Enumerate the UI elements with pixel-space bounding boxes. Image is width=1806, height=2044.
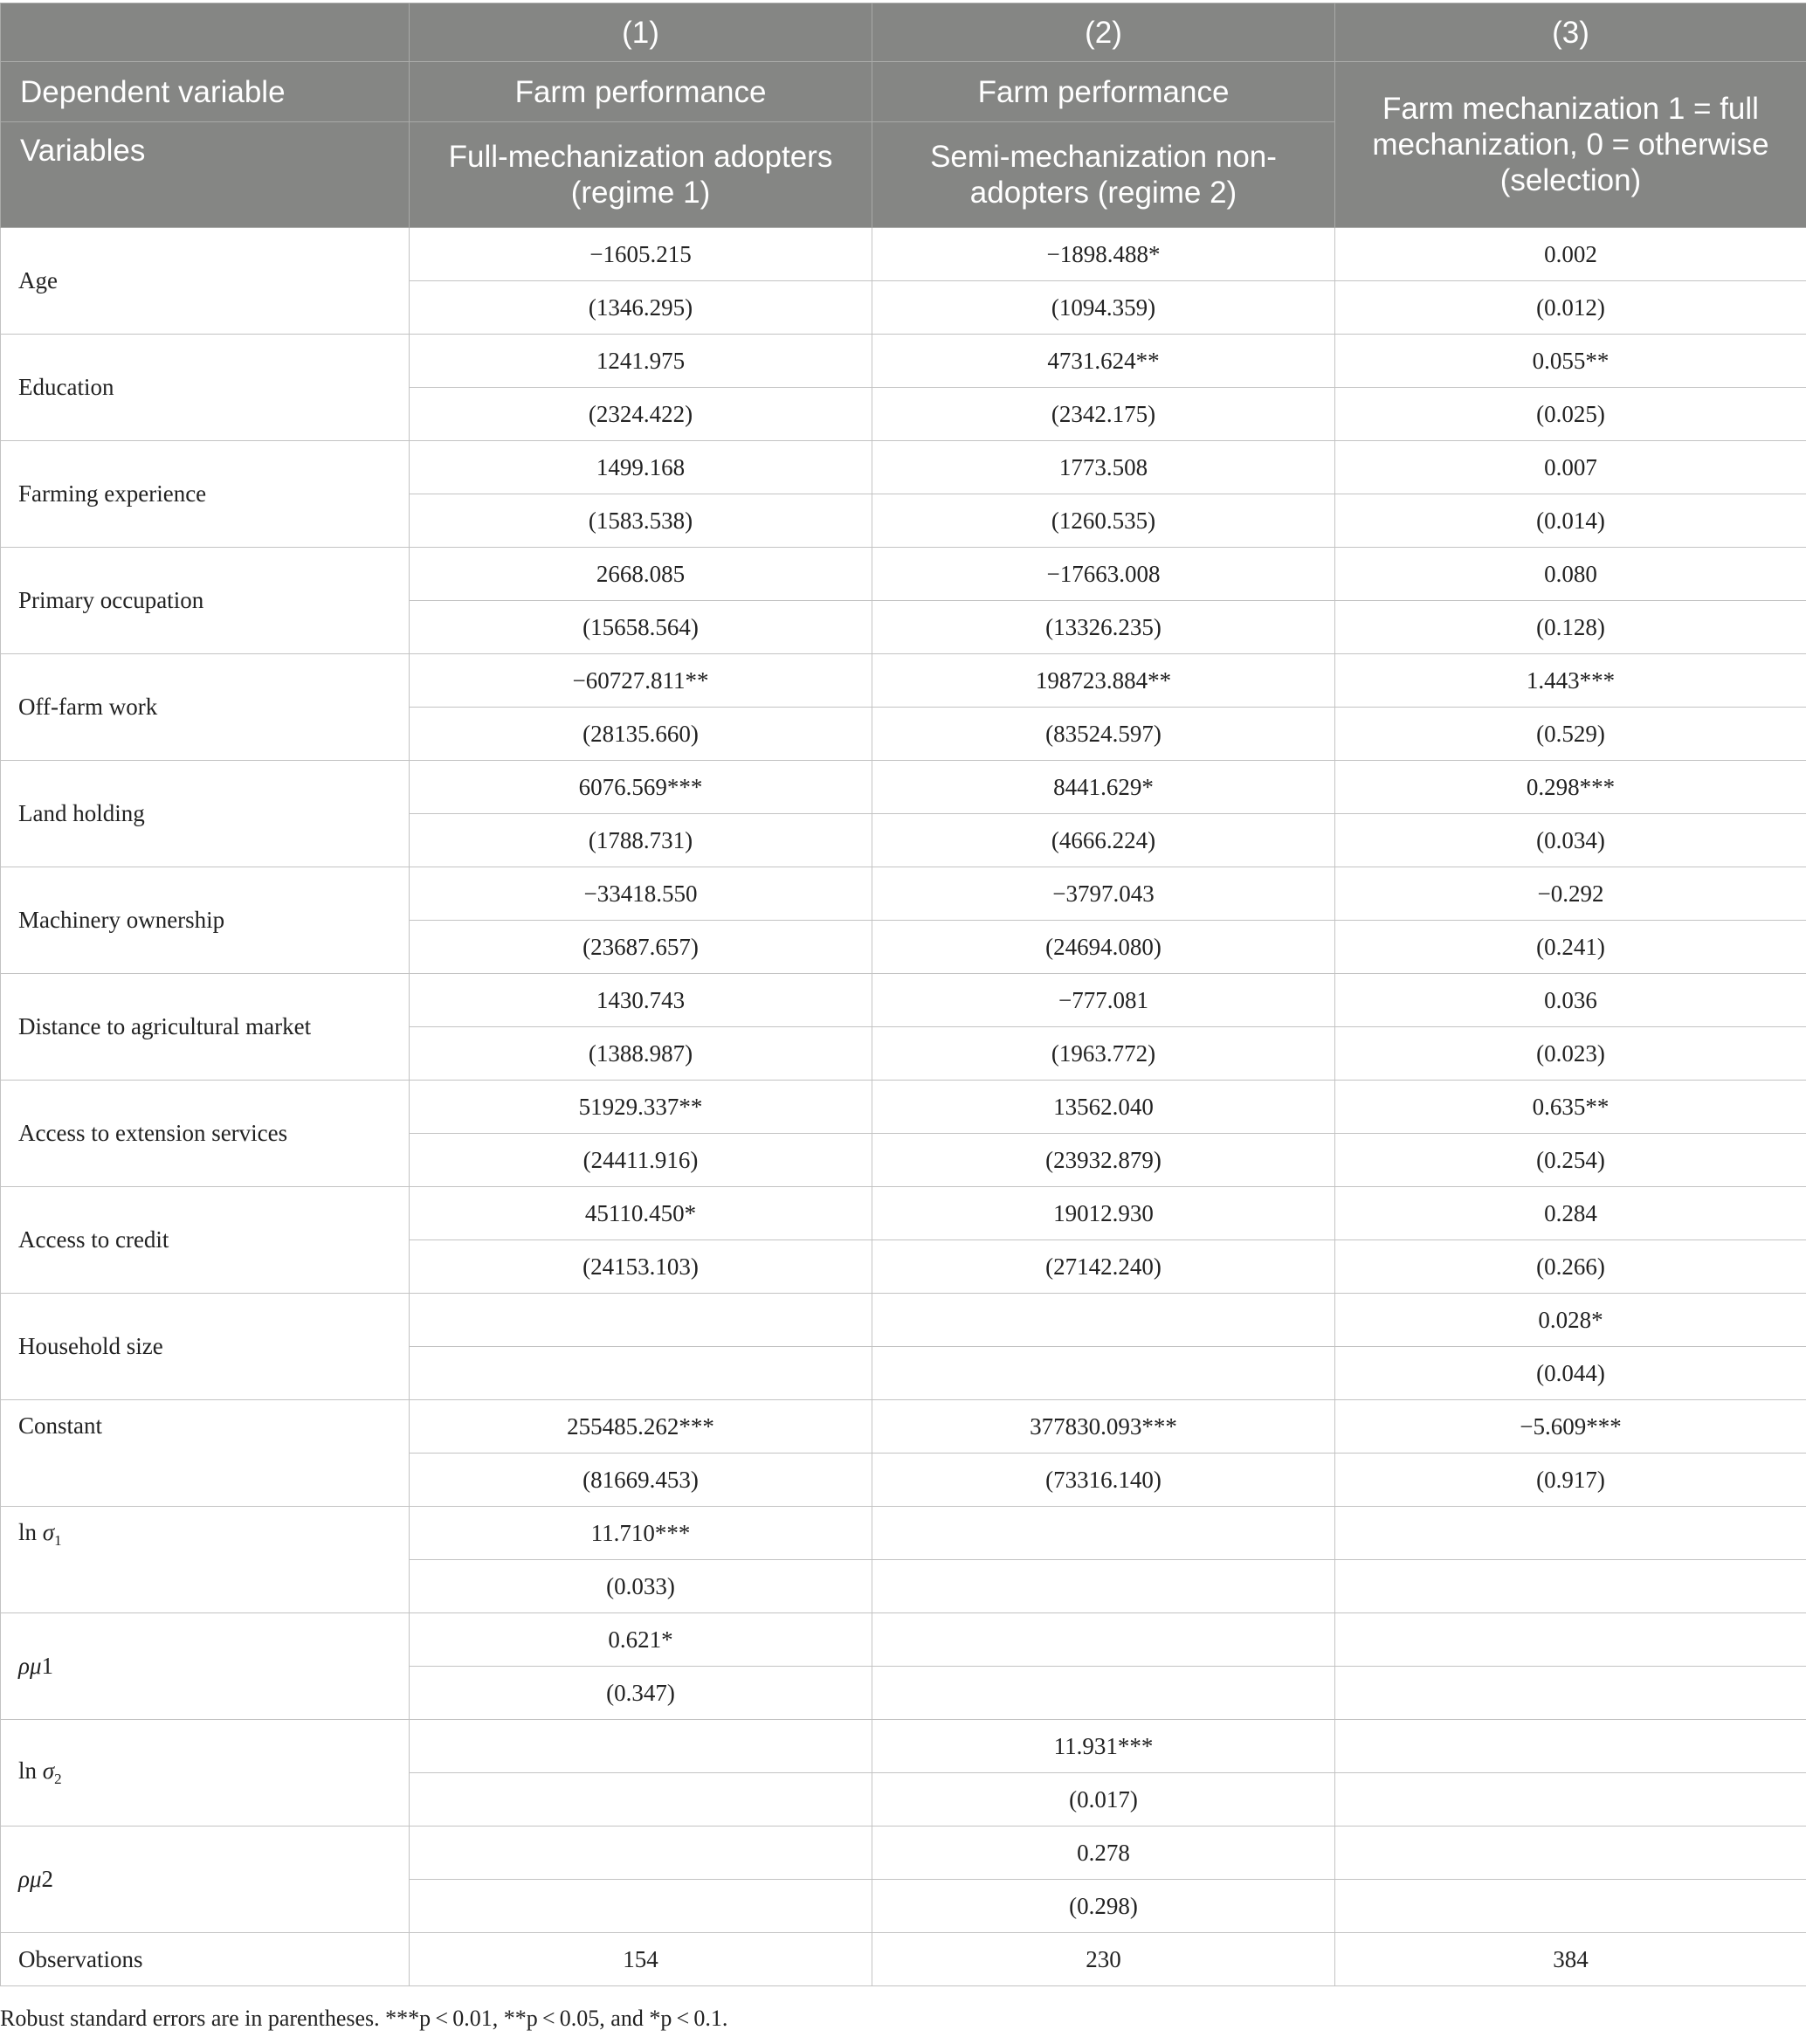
table-row — [1, 441, 1806, 494]
standard-error-cell — [410, 1347, 872, 1400]
dependent-variable-label: Dependent variable — [1, 62, 410, 122]
standard-error-cell — [872, 1347, 1335, 1400]
standard-error-cell: (1583.538) — [410, 494, 872, 548]
dependent-variable-1: Farm performance — [410, 62, 872, 122]
standard-error-cell: (0.266) — [1335, 1240, 1806, 1294]
standard-error-cell: (81669.453) — [410, 1454, 872, 1507]
table-header — [1, 3, 1806, 228]
observations-label: Observations — [1, 1933, 410, 1986]
table-row — [1, 974, 1806, 1027]
coefficient-cell: −777.081 — [872, 974, 1335, 1027]
coefficient-cell: 11.931*** — [872, 1720, 1335, 1773]
variable-name: Constant — [1, 1400, 410, 1507]
table-row — [1, 335, 1806, 388]
header-row-column-numbers — [1, 3, 1806, 62]
standard-error-cell — [872, 1667, 1335, 1720]
standard-error-cell: (0.014) — [1335, 494, 1806, 548]
coefficient-cell: −60727.811** — [410, 654, 872, 708]
coefficient-cell — [410, 1294, 872, 1347]
coefficient-cell: −1605.215 — [410, 228, 872, 281]
coefficient-cell: 4731.624** — [872, 335, 1335, 388]
coefficient-cell: 1499.168 — [410, 441, 872, 494]
coefficient-cell: 377830.093*** — [872, 1400, 1335, 1454]
standard-error-cell: (1388.987) — [410, 1027, 872, 1081]
coefficient-cell: 255485.262*** — [410, 1400, 872, 1454]
variable-name: Land holding — [1, 761, 410, 867]
parameter-symbol: σ — [42, 1519, 55, 1545]
parameter-suffix: 1 — [41, 1653, 54, 1679]
standard-error-cell: (1963.772) — [872, 1027, 1335, 1081]
table-row — [1, 1826, 1806, 1880]
standard-error-cell: (28135.660) — [410, 708, 872, 761]
table-row — [1, 1613, 1806, 1667]
coefficient-cell — [872, 1507, 1335, 1560]
coefficient-cell: 8441.629* — [872, 761, 1335, 814]
table-row — [1, 1294, 1806, 1347]
parameter-subscript: 2 — [54, 1771, 62, 1787]
coefficient-cell: 0.298*** — [1335, 761, 1806, 814]
coefficient-cell: −33418.550 — [410, 867, 872, 921]
table-footnote: Robust standard errors are in parentheses. ***p < 0.01, **p < 0.05, and *p < 0.1. — [0, 2006, 728, 2031]
coefficient-cell: 1773.508 — [872, 441, 1335, 494]
coefficient-cell: −3797.043 — [872, 867, 1335, 921]
standard-error-cell — [872, 1560, 1335, 1613]
variable-name: Primary occupation — [1, 548, 410, 654]
coefficient-cell: 0.278 — [872, 1826, 1335, 1880]
variable-name: Access to extension services — [1, 1081, 410, 1187]
standard-error-cell — [410, 1880, 872, 1933]
standard-error-cell: (13326.235) — [872, 601, 1335, 654]
observations-value: 384 — [1335, 1933, 1806, 1986]
standard-error-cell — [410, 1773, 872, 1826]
table-row — [1, 654, 1806, 708]
coefficient-cell: 2668.085 — [410, 548, 872, 601]
coefficient-cell: 0.621* — [410, 1613, 872, 1667]
parameter-symbol: ρμ — [18, 1866, 42, 1892]
coefficient-cell: −0.292 — [1335, 867, 1806, 921]
coefficient-cell — [1335, 1613, 1806, 1667]
standard-error-cell: (0.241) — [1335, 921, 1806, 974]
standard-error-cell: (0.033) — [410, 1560, 872, 1613]
standard-error-cell: (27142.240) — [872, 1240, 1335, 1294]
parameter-name-ln-sigma2 — [1, 1720, 410, 1826]
observations-row — [1, 1933, 1806, 1986]
standard-error-cell: (0.917) — [1335, 1454, 1806, 1507]
coefficient-cell: 13562.040 — [872, 1081, 1335, 1134]
regime-2-header: Semi-mechanization non-adopters (regime 2) — [872, 122, 1335, 228]
coefficient-cell: 1.443*** — [1335, 654, 1806, 708]
coefficient-cell: 51929.337** — [410, 1081, 872, 1134]
standard-error-cell: (1788.731) — [410, 814, 872, 867]
standard-error-cell: (24153.103) — [410, 1240, 872, 1294]
standard-error-cell: (0.347) — [410, 1667, 872, 1720]
parameter-suffix: 2 — [41, 1866, 54, 1892]
coefficient-cell — [1335, 1826, 1806, 1880]
standard-error-cell — [1335, 1667, 1806, 1720]
coefficient-cell: 0.080 — [1335, 548, 1806, 601]
coefficient-cell — [872, 1613, 1335, 1667]
column-number-1: (1) — [410, 3, 872, 62]
parameter-name-rho-mu1 — [1, 1613, 410, 1720]
table-body — [1, 228, 1806, 1986]
coefficient-cell: −1898.488* — [872, 228, 1335, 281]
standard-error-cell: (23687.657) — [410, 921, 872, 974]
coefficient-cell: 11.710*** — [410, 1507, 872, 1560]
variable-name: Machinery ownership — [1, 867, 410, 974]
standard-error-cell: (0.023) — [1335, 1027, 1806, 1081]
standard-error-cell: (23932.879) — [872, 1134, 1335, 1187]
parameter-subscript: 1 — [54, 1532, 62, 1549]
column-number-2: (2) — [872, 3, 1335, 62]
standard-error-cell: (0.529) — [1335, 708, 1806, 761]
standard-error-cell: (15658.564) — [410, 601, 872, 654]
table-row — [1, 1507, 1806, 1560]
coefficient-cell: −17663.008 — [872, 548, 1335, 601]
coefficient-cell: 0.055** — [1335, 335, 1806, 388]
parameter-prefix: ln — [18, 1519, 43, 1545]
variable-name: Household size — [1, 1294, 410, 1400]
coefficient-cell: 0.028* — [1335, 1294, 1806, 1347]
variable-name: Farming experience — [1, 441, 410, 548]
regression-table — [0, 3, 1806, 1986]
column-number-3: (3) — [1335, 3, 1806, 62]
variable-name: Education — [1, 335, 410, 441]
parameter-name-rho-mu2 — [1, 1826, 410, 1933]
parameter-symbol: σ — [42, 1757, 55, 1784]
parameter-name-ln-sigma1 — [1, 1507, 410, 1613]
coefficient-cell: 1241.975 — [410, 335, 872, 388]
coefficient-cell: 1430.743 — [410, 974, 872, 1027]
standard-error-cell: (0.254) — [1335, 1134, 1806, 1187]
selection-equation-header: Farm mechanization 1 = full mechanization, 0 = otherwise (selection) — [1335, 62, 1806, 228]
standard-error-cell: (1094.359) — [872, 281, 1335, 335]
standard-error-cell: (4666.224) — [872, 814, 1335, 867]
standard-error-cell: (0.298) — [872, 1880, 1335, 1933]
standard-error-cell: (1346.295) — [410, 281, 872, 335]
variables-label: Variables — [1, 122, 410, 228]
standard-error-cell: (2342.175) — [872, 388, 1335, 441]
table-row — [1, 1400, 1806, 1454]
standard-error-cell: (2324.422) — [410, 388, 872, 441]
parameter-symbol: ρμ — [18, 1653, 42, 1679]
variable-name: Distance to agricultural market — [1, 974, 410, 1081]
dependent-variable-2: Farm performance — [872, 62, 1335, 122]
standard-error-cell: (73316.140) — [872, 1454, 1335, 1507]
coefficient-cell: 0.007 — [1335, 441, 1806, 494]
coefficient-cell: 198723.884** — [872, 654, 1335, 708]
coefficient-cell: 0.002 — [1335, 228, 1806, 281]
observations-value: 230 — [872, 1933, 1335, 1986]
header-row-dependent — [1, 62, 1806, 122]
table-row — [1, 867, 1806, 921]
standard-error-cell — [1335, 1560, 1806, 1613]
coefficient-cell: 6076.569*** — [410, 761, 872, 814]
standard-error-cell: (0.044) — [1335, 1347, 1806, 1400]
table-row — [1, 761, 1806, 814]
coefficient-cell: 0.635** — [1335, 1081, 1806, 1134]
standard-error-cell: (1260.535) — [872, 494, 1335, 548]
standard-error-cell: (0.128) — [1335, 601, 1806, 654]
table-row — [1, 1720, 1806, 1773]
standard-error-cell: (83524.597) — [872, 708, 1335, 761]
standard-error-cell — [1335, 1880, 1806, 1933]
coefficient-cell: 0.036 — [1335, 974, 1806, 1027]
standard-error-cell: (0.012) — [1335, 281, 1806, 335]
coefficient-cell — [1335, 1720, 1806, 1773]
variable-name: Off-farm work — [1, 654, 410, 761]
coefficient-cell: 45110.450* — [410, 1187, 872, 1240]
coefficient-cell: 19012.930 — [872, 1187, 1335, 1240]
regime-1-header: Full-mechanization adopters (regime 1) — [410, 122, 872, 228]
coefficient-cell: 0.284 — [1335, 1187, 1806, 1240]
table-row — [1, 228, 1806, 281]
standard-error-cell: (24694.080) — [872, 921, 1335, 974]
table-row — [1, 1187, 1806, 1240]
coefficient-cell — [872, 1294, 1335, 1347]
coefficient-cell — [1335, 1507, 1806, 1560]
parameter-prefix: ln — [18, 1757, 43, 1784]
standard-error-cell — [1335, 1773, 1806, 1826]
coefficient-cell — [410, 1720, 872, 1773]
variable-name: Access to credit — [1, 1187, 410, 1294]
coefficient-cell: −5.609*** — [1335, 1400, 1806, 1454]
table-row — [1, 1081, 1806, 1134]
standard-error-cell: (24411.916) — [410, 1134, 872, 1187]
coefficient-cell — [410, 1826, 872, 1880]
table-row — [1, 548, 1806, 601]
observations-value: 154 — [410, 1933, 872, 1986]
header-empty-cell — [1, 3, 410, 62]
standard-error-cell: (0.034) — [1335, 814, 1806, 867]
standard-error-cell: (0.017) — [872, 1773, 1335, 1826]
standard-error-cell: (0.025) — [1335, 388, 1806, 441]
variable-name: Age — [1, 228, 410, 335]
